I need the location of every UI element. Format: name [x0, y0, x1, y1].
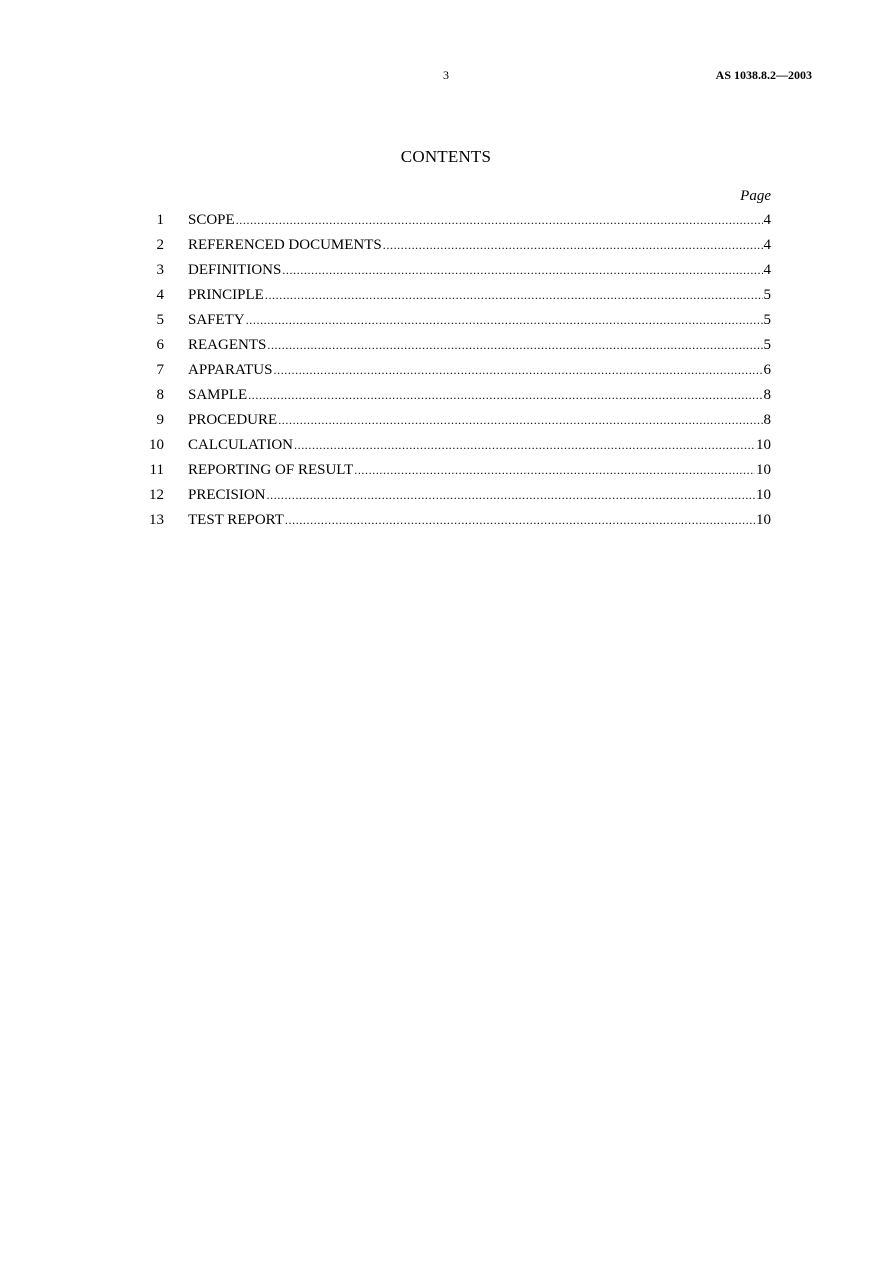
toc-entry-number: 7: [156, 362, 164, 378]
toc-entry-title: SAFETY: [188, 312, 245, 328]
toc-dot-leader: [267, 338, 762, 353]
toc-dot-leader: [294, 438, 755, 453]
toc-entry-title: DEFINITIONS: [188, 262, 282, 278]
toc-dot-leader: [354, 463, 755, 478]
toc-entry-title: PRINCIPLE: [188, 287, 264, 303]
toc-entry-number: 11: [149, 462, 164, 478]
toc-entry[interactable]: [140, 412, 771, 437]
toc-entry-page: 5: [763, 337, 771, 353]
toc-dot-leader: [236, 213, 763, 228]
toc-entry[interactable]: [140, 312, 771, 337]
toc-dot-leader: [285, 513, 755, 528]
toc-entry-title: PROCEDURE: [188, 412, 278, 428]
toc-entry[interactable]: [140, 437, 771, 462]
toc-entry[interactable]: [140, 287, 771, 312]
toc-entry-page: 10: [756, 437, 771, 453]
toc-entry-page: 10: [756, 512, 771, 528]
table-of-contents: [140, 212, 771, 537]
toc-entry[interactable]: [140, 362, 771, 387]
toc-entry-title: CALCULATION: [188, 437, 293, 453]
toc-entry-title: SCOPE: [188, 212, 235, 228]
toc-dot-leader: [383, 238, 763, 253]
toc-dot-leader: [282, 263, 762, 278]
toc-entry-title: REAGENTS: [188, 337, 267, 353]
toc-entry[interactable]: [140, 512, 771, 537]
toc-entry-page: 5: [763, 287, 771, 303]
toc-dot-leader: [278, 413, 762, 428]
toc-dot-leader: [274, 363, 763, 378]
toc-entry-number: 5: [156, 312, 164, 328]
toc-entry-title: PRECISION: [188, 487, 266, 503]
toc-entry-page: 6: [763, 362, 771, 378]
toc-entry-number: 4: [156, 287, 164, 303]
toc-entry-page: 8: [763, 412, 771, 428]
toc-dot-leader: [265, 288, 763, 303]
toc-entry[interactable]: [140, 237, 771, 262]
toc-entry-number: 6: [156, 337, 164, 353]
toc-entry[interactable]: [140, 262, 771, 287]
toc-entry-number: 9: [156, 412, 164, 428]
toc-entry-title: SAMPLE: [188, 387, 248, 403]
toc-entry-page: 10: [756, 462, 771, 478]
toc-entry-page: 8: [763, 387, 771, 403]
toc-entry[interactable]: [140, 487, 771, 512]
toc-entry-page: 10: [756, 487, 771, 503]
toc-entry-title: APPARATUS: [188, 362, 273, 378]
page-number: 3: [443, 68, 449, 82]
toc-entry-page: 4: [763, 262, 771, 278]
toc-entry-page: 4: [763, 237, 771, 253]
toc-entry-number: 8: [156, 387, 164, 403]
toc-entry-page: 4: [763, 212, 771, 228]
toc-entry-number: 10: [149, 437, 164, 453]
toc-entry-number: 3: [156, 262, 164, 278]
toc-entry-number: 2: [156, 237, 164, 253]
toc-entry[interactable]: [140, 462, 771, 487]
toc-entry[interactable]: [140, 387, 771, 412]
toc-entry-title: REFERENCED DOCUMENTS: [188, 237, 382, 253]
contents-title: CONTENTS: [400, 147, 492, 166]
toc-entry-number: 12: [149, 487, 164, 503]
page-column-label: Page: [740, 188, 771, 204]
toc-dot-leader: [267, 488, 755, 503]
toc-entry-number: 1: [156, 212, 164, 228]
toc-entry[interactable]: [140, 212, 771, 237]
document-id: AS 1038.8.2—2003: [715, 68, 812, 82]
toc-entry-title: REPORTING OF RESULT: [188, 462, 354, 478]
toc-entry-title: TEST REPORT: [188, 512, 284, 528]
toc-dot-leader: [248, 388, 762, 403]
toc-entry-page: 5: [763, 312, 771, 328]
toc-dot-leader: [246, 313, 763, 328]
toc-entry-number: 13: [149, 512, 164, 528]
toc-entry[interactable]: [140, 337, 771, 362]
